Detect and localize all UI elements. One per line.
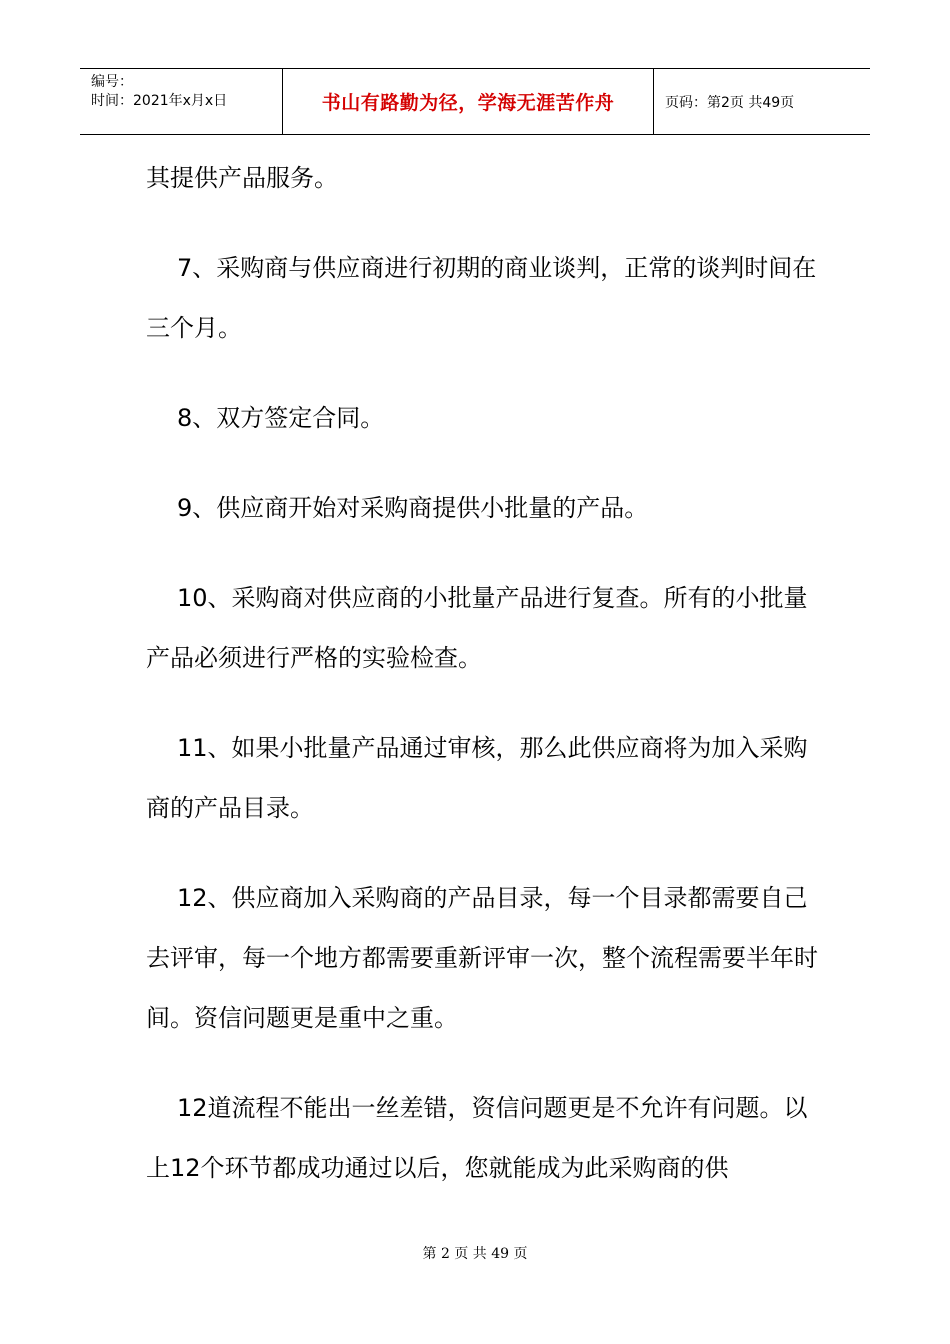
paragraph: 其提供产品服务。 xyxy=(146,164,338,192)
paragraph: 8、双方签定合同。 xyxy=(177,404,385,432)
paragraph: 9、供应商开始对采购商提供小批量的产品。 xyxy=(177,494,649,522)
paragraph: 12道流程不能出一丝差错，资信问题更是不允许有问题。以上12个环节都成功通过以后，您就能成为此采购商的供 xyxy=(146,1094,808,1182)
document-date-label: 时间：2021年x月x日 xyxy=(91,93,228,109)
document-body xyxy=(146,148,826,1228)
header-meta xyxy=(80,69,282,134)
paragraph: 12、供应商加入采购商的产品目录，每一个目录都需要自己去评审，每一个地方都需要重新评审一次，整个流程需要半年时间。资信问题更是重中之重。 xyxy=(146,884,818,1032)
paragraph: 11、如果小批量产品通过审核，那么此供应商将为加入采购商的产品目录。 xyxy=(146,734,808,822)
paragraph: 10、采购商对供应商的小批量产品进行复查。所有的小批量产品必须进行严格的实验检查。 xyxy=(146,584,808,672)
paragraph: 7、采购商与供应商进行初期的商业谈判，正常的谈判时间在三个月。 xyxy=(146,254,817,342)
page-footer: 第 2 页 共 49 页 xyxy=(422,1246,528,1262)
header-motto: 书山有路勤为径，学海无涯苦作舟 xyxy=(282,69,654,134)
page-header xyxy=(80,68,870,135)
header-page-info: 页码：第2页 共49页 xyxy=(665,94,795,111)
document-number-label: 编号： xyxy=(91,74,133,90)
